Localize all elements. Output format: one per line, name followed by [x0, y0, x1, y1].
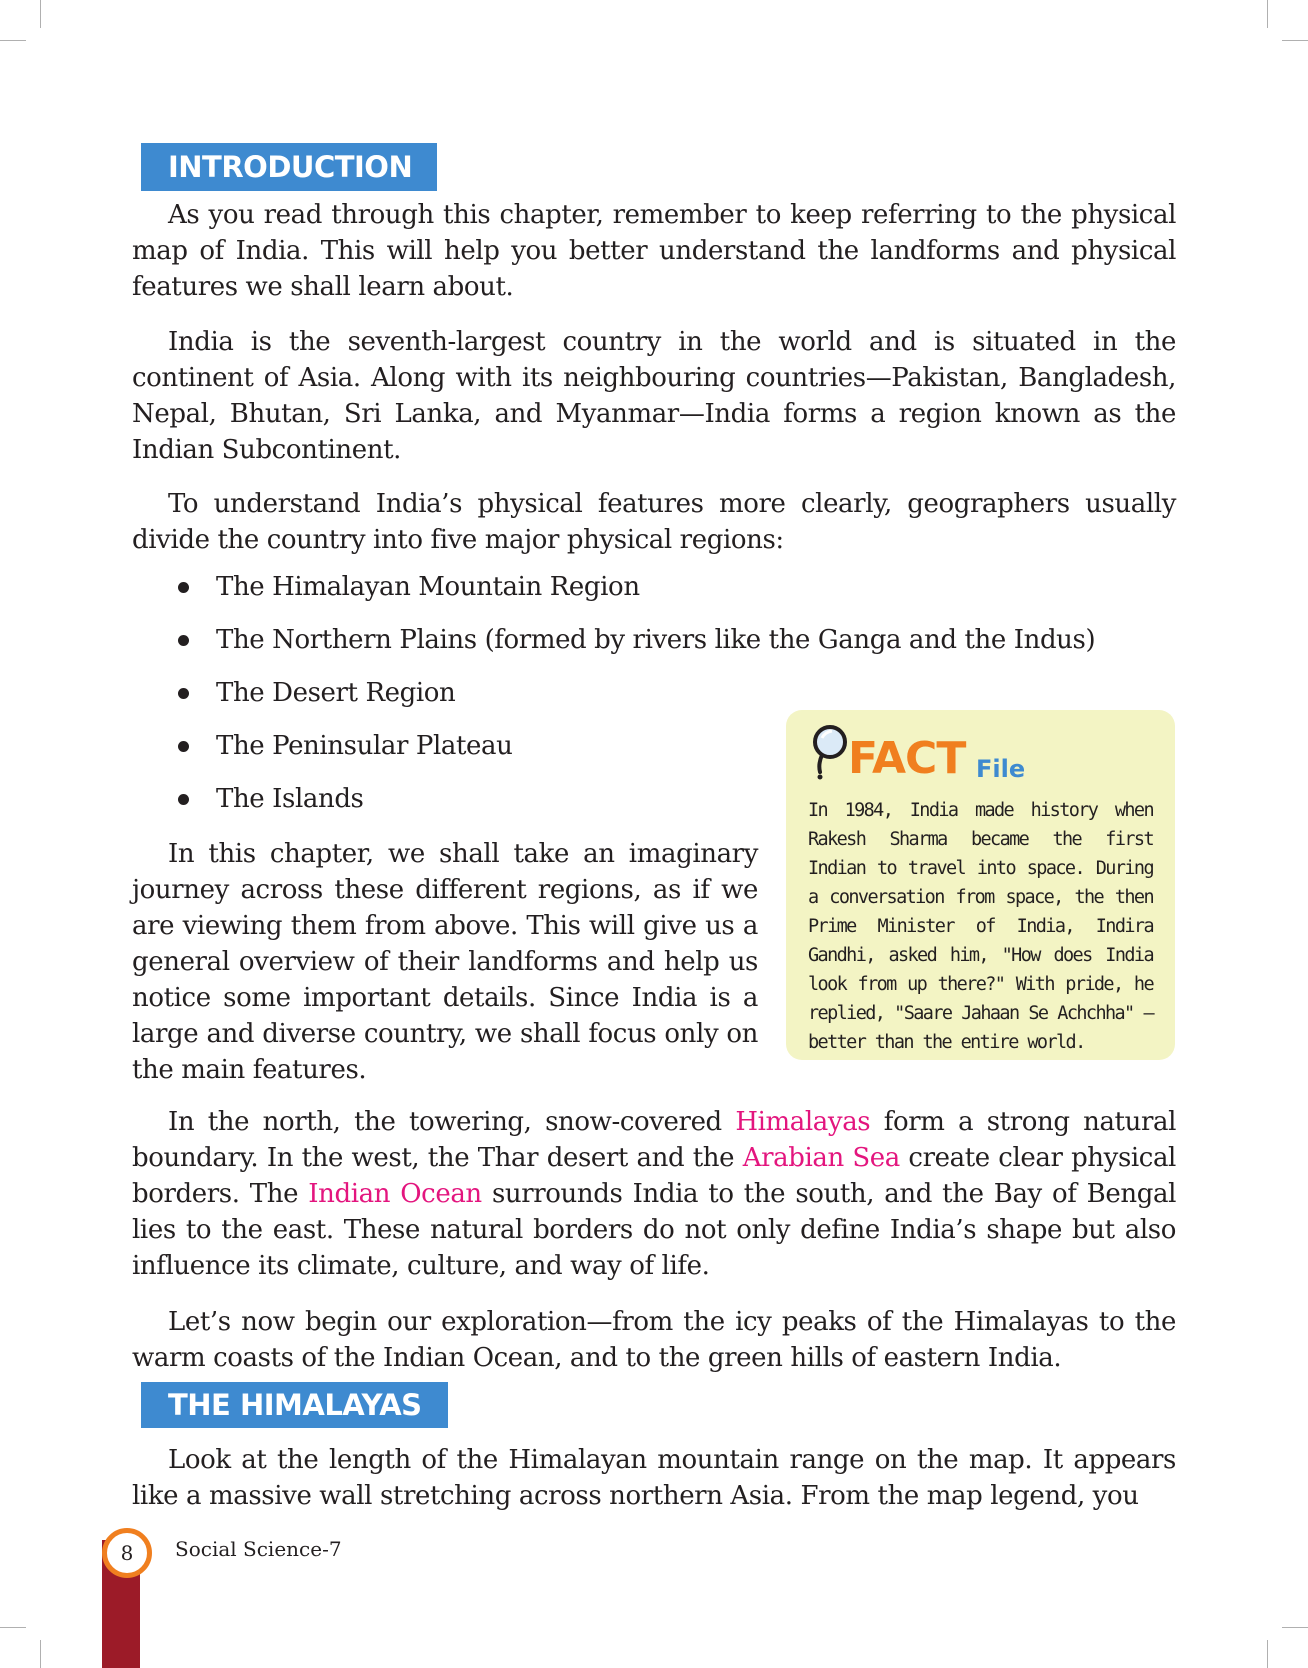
crop-mark [0, 1627, 26, 1628]
bullet-icon [178, 741, 189, 752]
exploration-paragraph: Let’s now begin our exploration—from the icy peaks of the Himalayas to the warm coasts of the Indian Ocean, and to the green hills of eastern India. [132, 1307, 1176, 1373]
introduction-heading: INTRODUCTION [141, 143, 437, 191]
crop-mark [40, 0, 41, 28]
crop-mark [0, 40, 26, 41]
page-number: 8 [102, 1528, 152, 1578]
fact-text: In 1984, India made history when Rakesh Sharma became the first Indian to travel into space. During a conversation from space, the then Prime Minister of India, Indira Gandhi, asked him, "How does India look from up there?" With pride, he replied, "Saare Jahaan Se Achchha" — better than the entire world. [808, 800, 1153, 1053]
fact-file-box [786, 710, 1175, 1060]
crop-mark [40, 1640, 41, 1668]
himalayas-paragraph: Look at the length of the Himalayan mountain range on the map. It appears like a massive wall stretching across northern Asia. From the map legend, you [132, 1445, 1176, 1511]
region-label: The Northern Plains (formed by rivers like the Ganga and the Indus) [216, 625, 1096, 655]
region-label: The Desert Region [216, 678, 456, 708]
region-label: The Islands [216, 784, 364, 814]
fact-subtitle: File [976, 755, 1026, 783]
crop-mark [1282, 40, 1308, 41]
highlight-arabian-sea: Arabian Sea [742, 1143, 900, 1173]
intro-paragraph-1: As you read through this chapter, remember to keep referring to the physical map of India. This will help you better understand the landforms and physical features we shall learn about. [132, 200, 1176, 302]
highlight-indian-ocean: Indian Ocean [308, 1179, 482, 1209]
magnifier-icon [808, 722, 852, 782]
intro-paragraph-2: India is the seventh-largest country in the world and is situated in the continent of Asia. Along with its neighbouring countries—Pakistan, Bangladesh, Nepal, Bhutan, Sri Lanka, and Myanmar—India forms a region known as the Indian Subcontinent. [132, 327, 1176, 465]
bullet-icon [178, 794, 189, 805]
text-span: form a strong natural boundary. In the west, the Thar desert and the [132, 1107, 1176, 1173]
list-item [134, 569, 1184, 622]
region-label: The Peninsular Plateau [216, 731, 513, 761]
book-title: Social Science-7 [175, 1537, 342, 1561]
crop-mark [1267, 0, 1268, 28]
bullet-icon [178, 582, 189, 593]
highlight-himalayas: Himalayas [735, 1107, 871, 1137]
borders-paragraph [132, 1104, 1176, 1284]
region-label: The Himalayan Mountain Region [216, 572, 640, 602]
crop-mark [1282, 1627, 1308, 1628]
journey-paragraph: In this chapter, we shall take an imaginary journey across these different regions, as if we are viewing them from above. This will give us a general overview of their landforms and help us notice some important details. Since India is a large and diverse country, we shall focus only on the main features. [132, 839, 758, 1085]
bullet-icon [178, 688, 189, 699]
text-span: surrounds India to the south, and the Bay of Bengal lies to the east. These natural borders do not only define India’s shape but also influence its climate, culture, and way of life. [132, 1179, 1176, 1281]
fact-title: FACT [848, 733, 966, 784]
list-item [134, 622, 1184, 675]
intro-paragraph-3: To understand India’s physical features more clearly, geographers usually divide the country into five major physical regions: [132, 489, 1176, 555]
bullet-icon [178, 635, 189, 646]
text-span: create clear physical borders. The [132, 1143, 1176, 1209]
text-span: In the north, the towering, snow-covered [168, 1107, 736, 1137]
crop-mark [1267, 1640, 1268, 1668]
himalayas-heading: THE HIMALAYAS [141, 1382, 448, 1428]
